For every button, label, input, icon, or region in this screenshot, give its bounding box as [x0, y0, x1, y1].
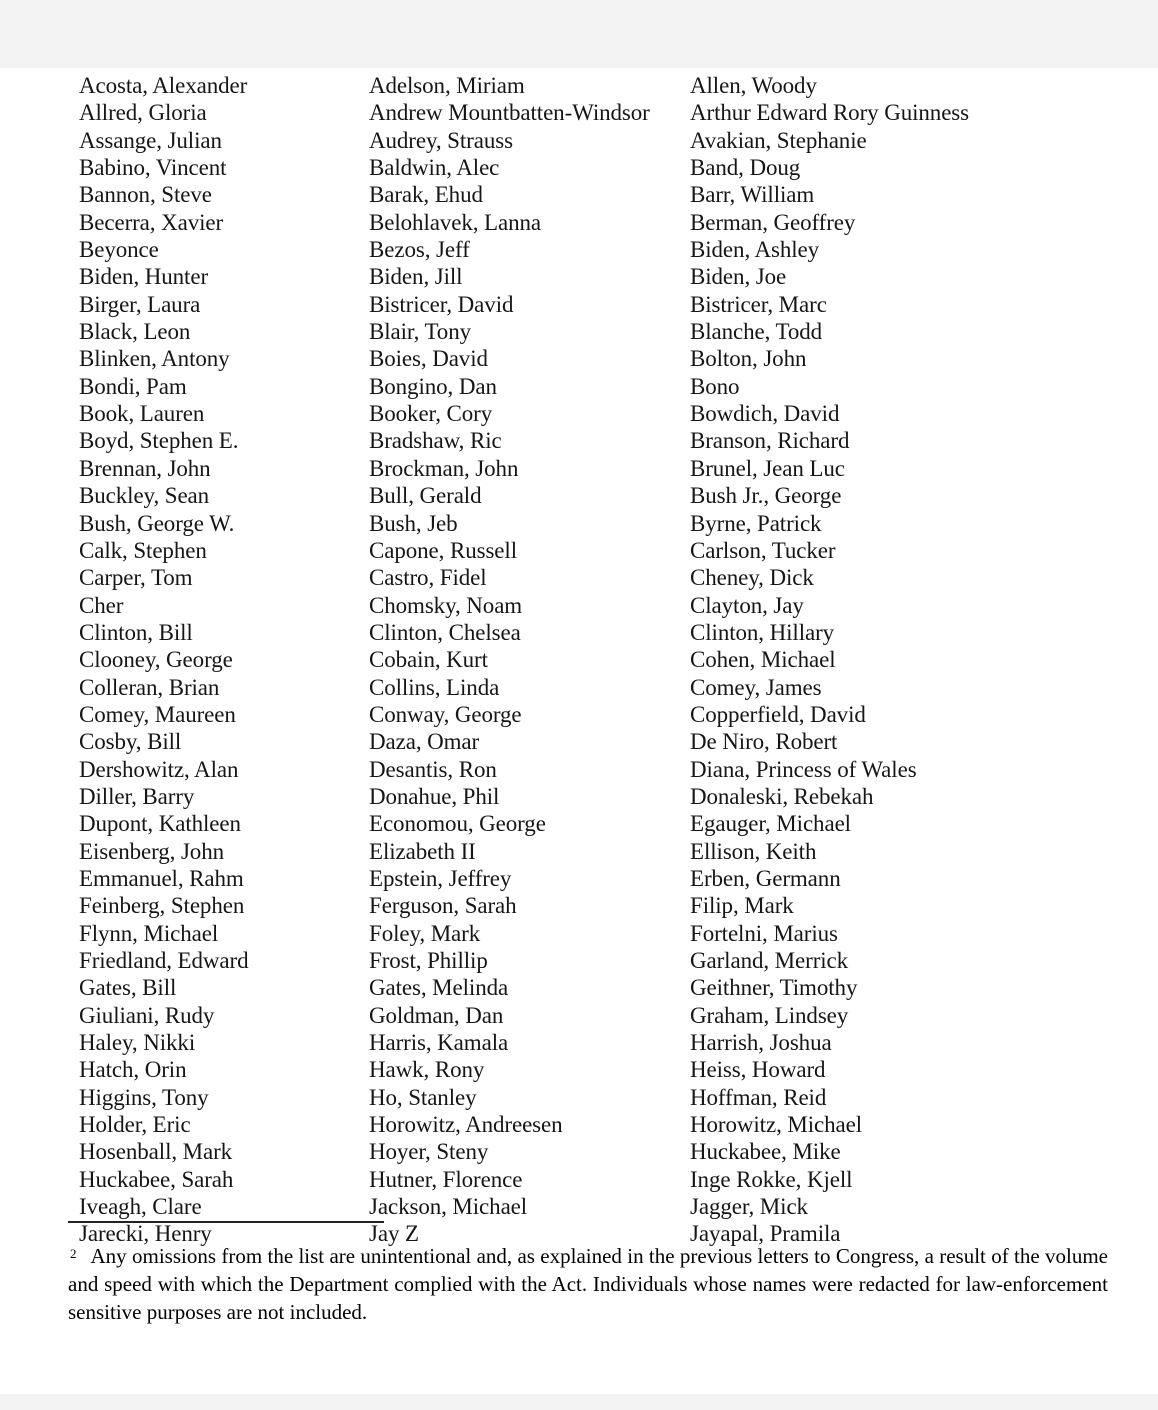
name-entry: Berman, Geoffrey [690, 209, 856, 235]
name-entry: Diller, Barry [79, 783, 195, 809]
name-entry: Becerra, Xavier [79, 209, 224, 235]
name-entry: Hoffman, Reid [690, 1084, 827, 1110]
name-entry: Economou, George [369, 811, 546, 837]
name-entry: Hoyer, Steny [369, 1139, 489, 1165]
name-entry: Jarecki, Henry [79, 1221, 212, 1247]
bottom-margin [0, 1394, 1158, 1410]
name-entry: Clayton, Jay [690, 592, 804, 618]
name-entry: Bolton, John [690, 346, 807, 372]
name-entry: Barr, William [690, 182, 815, 208]
name-entry: Bondi, Pam [79, 373, 187, 399]
name-column-1 [79, 72, 359, 1248]
name-entry: Beyonce [79, 237, 159, 263]
name-entry: Egauger, Michael [690, 811, 851, 837]
top-margin [0, 0, 1158, 68]
name-entry: Castro, Fidel [369, 565, 487, 591]
name-entry: Jayapal, Pramila [690, 1221, 841, 1247]
name-entry: Cher [79, 592, 124, 618]
name-entry: Bush Jr., George [690, 483, 842, 509]
name-entry: Audrey, Strauss [369, 127, 513, 153]
name-entry: Huckabee, Sarah [79, 1166, 234, 1192]
name-entry: Band, Doug [690, 155, 801, 181]
name-entry: Bistricer, David [369, 291, 514, 317]
name-entry: Gates, Bill [79, 975, 177, 1001]
name-entry: Calk, Stephen [79, 537, 207, 563]
footnote-text: Any omissions from the list are unintentional and, as explained in the previous letters to Congress, a result of the volume and speed with which the Department complied with the Act. Individuals whose names were redacted for law-enforcement sensitive purposes are not included. [68, 1244, 1108, 1324]
name-entry: Flynn, Michael [79, 920, 219, 946]
name-entry: Emmanuel, Rahm [79, 865, 244, 891]
name-entry: Heiss, Howard [690, 1057, 826, 1083]
name-entry: Fortelni, Marius [690, 920, 838, 946]
name-entry: Avakian, Stephanie [690, 127, 867, 153]
name-entry: Carper, Tom [79, 565, 193, 591]
name-entry: Blanche, Todd [690, 319, 823, 345]
name-entry: Carlson, Tucker [690, 537, 836, 563]
name-entry: Copperfield, David [690, 701, 866, 727]
name-entry: Bradshaw, Ric [369, 428, 502, 454]
name-entry: Frost, Phillip [369, 948, 488, 973]
name-entry: Colleran, Brian [79, 674, 220, 700]
name-entry: Branson, Richard [690, 428, 850, 454]
name-entry: Geithner, Timothy [690, 975, 858, 1001]
name-entry: Cohen, Michael [690, 647, 836, 673]
name-entry: Hawk, Rony [369, 1057, 485, 1083]
name-entry: Belohlavek, Lanna [369, 209, 542, 235]
name-entry: Chomsky, Noam [369, 592, 523, 618]
name-entry: Boyd, Stephen E. [79, 428, 239, 454]
name-entry: Epstein, Jeffrey [369, 865, 512, 891]
name-entry: Friedland, Edward [79, 948, 249, 973]
name-entry: Baldwin, Alec [369, 155, 500, 181]
name-entry: Dershowitz, Alan [79, 756, 239, 782]
name-entry: Bush, George W. [79, 510, 235, 536]
name-entry: Allred, Gloria [79, 100, 207, 126]
name-entry: Clooney, George [79, 647, 233, 673]
name-entry: Harrish, Joshua [690, 1030, 832, 1056]
name-entry: Arthur Edward Rory Guinness [690, 100, 970, 126]
name-entry: Dupont, Kathleen [79, 811, 241, 837]
footnote-separator [68, 1221, 384, 1223]
name-entry: Book, Lauren [79, 401, 205, 427]
name-entry: Barak, Ehud [369, 182, 483, 208]
name-entry: Comey, Maureen [79, 701, 236, 727]
name-entry: Huckabee, Mike [690, 1139, 841, 1165]
name-entry: Horowitz, Andreesen [369, 1112, 563, 1138]
name-entry: Eisenberg, John [79, 838, 225, 864]
name-entry: Foley, Mark [369, 920, 481, 946]
document-page [0, 68, 1158, 1394]
name-entry: Blair, Tony [369, 319, 471, 345]
name-column-3 [690, 72, 1020, 1248]
name-entry: Bono [690, 373, 740, 399]
name-entry: Gates, Melinda [369, 975, 509, 1001]
name-entry: Feinberg, Stephen [79, 893, 245, 919]
name-entry: Comey, James [690, 674, 822, 700]
name-entry: Cobain, Kurt [369, 647, 488, 673]
name-entry: Ho, Stanley [369, 1084, 477, 1110]
name-entry: Donahue, Phil [369, 783, 500, 809]
name-entry: Collins, Linda [369, 674, 500, 700]
name-entry: Capone, Russell [369, 537, 517, 563]
name-entry: Giuliani, Rudy [79, 1002, 215, 1028]
name-entry: Graham, Lindsey [690, 1002, 849, 1028]
name-entry: Black, Leon [79, 319, 191, 345]
name-entry: Jackson, Michael [369, 1194, 528, 1220]
name-entry: Adelson, Miriam [369, 73, 525, 98]
name-entry: Acosta, Alexander [79, 73, 248, 98]
name-entry: Hutner, Florence [369, 1166, 523, 1192]
name-entry: Bannon, Steve [79, 182, 212, 208]
name-entry: Bowdich, David [690, 401, 840, 427]
name-entry: Inge Rokke, Kjell [690, 1166, 853, 1192]
name-entry: Blinken, Antony [79, 346, 230, 372]
name-entry: Brockman, John [369, 455, 519, 481]
name-entry: Biden, Ashley [690, 237, 820, 263]
name-entry: Bezos, Jeff [369, 237, 470, 263]
name-entry: Iveagh, Clare [79, 1194, 202, 1220]
name-entry: Bistricer, Marc [690, 291, 827, 317]
name-entry: De Niro, Robert [690, 729, 838, 755]
name-entry: Hosenball, Mark [79, 1139, 233, 1165]
name-entry: Filip, Mark [690, 893, 794, 919]
name-entry: Bush, Jeb [369, 510, 458, 536]
name-entry: Buckley, Sean [79, 483, 210, 509]
name-entry: Diana, Princess of Wales [690, 756, 917, 782]
name-entry: Erben, Germann [690, 865, 841, 891]
name-entry: Holder, Eric [79, 1112, 191, 1138]
footnote [68, 1242, 1108, 1326]
name-entry: Bull, Gerald [369, 483, 482, 509]
name-entry: Brunel, Jean Luc [690, 455, 845, 481]
name-entry: Biden, Jill [369, 264, 463, 290]
name-entry: Garland, Merrick [690, 948, 849, 973]
name-entry: Haley, Nikki [79, 1030, 196, 1056]
name-column-2 [369, 72, 684, 1248]
name-entry: Jay Z [369, 1221, 419, 1247]
name-entry: Hatch, Orin [79, 1057, 187, 1083]
name-entry: Elizabeth II [369, 838, 476, 864]
name-entry: Assange, Julian [79, 127, 222, 153]
name-entry: Allen, Woody [690, 73, 817, 98]
name-entry: Andrew Mountbatten-Windsor [369, 100, 650, 126]
name-entry: Birger, Laura [79, 291, 201, 317]
name-entry: Daza, Omar [369, 729, 480, 755]
name-entry: Ellison, Keith [690, 838, 817, 864]
name-entry: Biden, Joe [690, 264, 787, 290]
name-entry: Goldman, Dan [369, 1002, 504, 1028]
name-entry: Cosby, Bill [79, 729, 182, 755]
name-entry: Biden, Hunter [79, 264, 209, 290]
name-entry: Ferguson, Sarah [369, 893, 517, 919]
name-entry: Bongino, Dan [369, 373, 497, 399]
name-entry: Horowitz, Michael [690, 1112, 863, 1138]
name-entry: Conway, George [369, 701, 522, 727]
name-entry: Donaleski, Rebekah [690, 783, 874, 809]
name-entry: Harris, Kamala [369, 1030, 509, 1056]
name-entry: Clinton, Chelsea [369, 619, 521, 645]
footnote-marker: 2 [70, 1246, 77, 1261]
name-entry: Desantis, Ron [369, 756, 497, 782]
name-entry: Babino, Vincent [79, 155, 227, 181]
name-entry: Jagger, Mick [690, 1194, 808, 1220]
name-entry: Clinton, Bill [79, 619, 193, 645]
name-entry: Higgins, Tony [79, 1084, 209, 1110]
name-entry: Boies, David [369, 346, 488, 372]
name-entry: Clinton, Hillary [690, 619, 835, 645]
name-entry: Booker, Cory [369, 401, 493, 427]
name-entry: Brennan, John [79, 455, 211, 481]
name-entry: Cheney, Dick [690, 565, 814, 591]
name-entry: Byrne, Patrick [690, 510, 822, 536]
